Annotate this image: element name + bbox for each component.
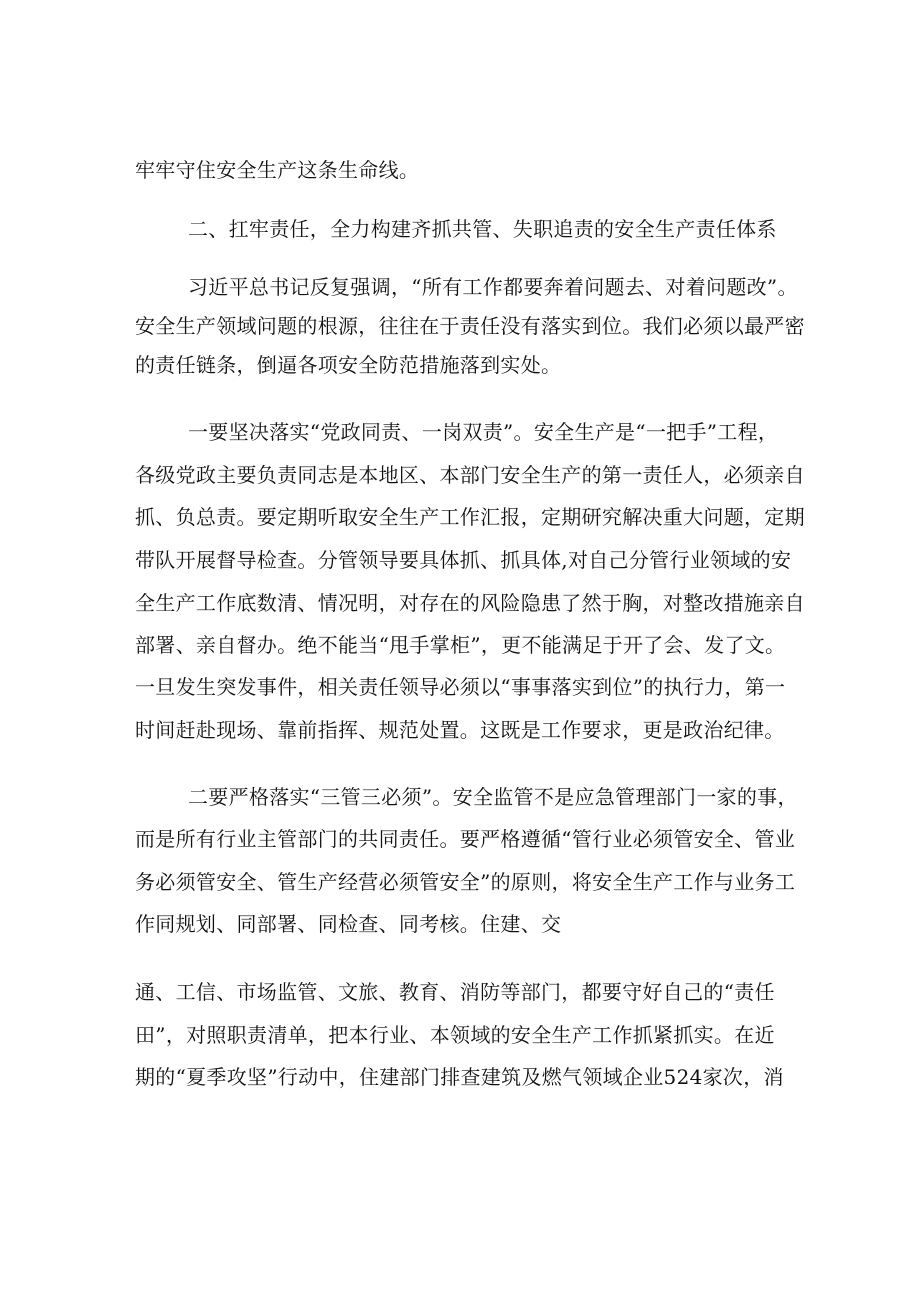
- paragraph-line: 作同规划、同部署、同检查、同考核。住建、交: [135, 912, 562, 936]
- paragraph-line: 全生产工作底数清、情况明，对存在的风险隐患了然于胸，对整改措施亲自: [135, 591, 805, 615]
- paragraph-line: 的责任链条，倒逼各项安全防范措施落到实处。: [135, 353, 562, 377]
- section-heading: 二、扛牢责任，全力构建齐抓共管、失职追责的安全生产责任体系: [188, 217, 777, 241]
- paragraph-line: 牢牢守住安全生产这条生命线。: [135, 158, 420, 182]
- paragraph-line: 抓、负总责。要定期听取安全生产工作汇报，定期研究解决重大问题，定期: [135, 505, 805, 529]
- paragraph-line: 期的“夏季攻坚”行动中，住建部门排查建筑及燃气领域企业524家次，消: [135, 1065, 784, 1089]
- paragraph-line: 一要坚决落实“党政同责、一岗双责”。安全生产是“一把手”工程，: [188, 420, 779, 444]
- paragraph-line: 习近平总书记反复强调，“所有工作都要奔着问题去、对着问题改”。: [188, 275, 798, 299]
- paragraph-line: 二要严格落实“三管三必须”。安全监管不是应急管理部门一家的事，: [188, 785, 798, 809]
- paragraph-line: 一旦发生突发事件，相关责任领导必须以“事事落实到位”的执行力，第一: [135, 675, 786, 699]
- paragraph-line: 时间赶赴现场、靠前指挥、规范处置。这既是工作要求，更是政治纪律。: [135, 718, 785, 742]
- paragraph-line: 安全生产领域问题的根源，往往在于责任没有落实到位。我们必须以最严密: [135, 314, 805, 338]
- paragraph-line: 各级党政主要负责同志是本地区、本部门安全生产的第一责任人，必须亲自: [135, 463, 805, 487]
- paragraph-line: 带队开展督导检查。分管领导要具体抓、抓具体,对自己分管行业领域的安: [135, 548, 792, 572]
- paragraph-line: 田”，对照职责清单，把本行业、本领域的安全生产工作抓紧抓实。在近: [135, 1023, 775, 1047]
- paragraph-line: 而是所有行业主管部门的共同责任。要严格遵循“管行业必须管安全、管业: [135, 827, 796, 851]
- paragraph-line: 务必须管安全、管生产经营必须管安全”的原则，将安全生产工作与业务工: [135, 870, 796, 894]
- paragraph-line: 部署、亲自督办。绝不能当“甩手掌柜”，更不能满足于开了会、发了文。: [135, 633, 786, 657]
- paragraph-line: 通、工信、市场监管、文旅、教育、消防等部门，都要守好自己的“责任: [135, 980, 775, 1004]
